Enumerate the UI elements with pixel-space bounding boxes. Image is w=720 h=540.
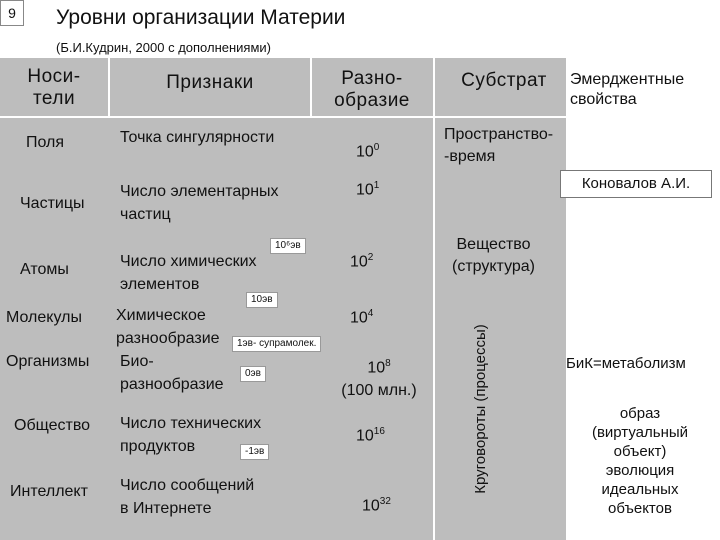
carrier-intellect: Интеллект bbox=[10, 483, 88, 500]
feature-line: разнообразие bbox=[116, 330, 220, 347]
feature-line: продуктов bbox=[120, 438, 196, 455]
carrier-organisms: Организмы bbox=[6, 353, 90, 370]
diversity-base: 10 bbox=[356, 143, 374, 161]
diversity-base: 10 bbox=[367, 359, 386, 377]
emergent-line: (виртуальный bbox=[591, 424, 689, 441]
feature-line: Химическое bbox=[116, 307, 206, 324]
emergent-line: объект) bbox=[613, 443, 667, 460]
feature-messages bbox=[120, 474, 254, 520]
header-emergent bbox=[570, 70, 684, 110]
diversity-exponent: 2 bbox=[367, 252, 374, 263]
feature-chemical bbox=[116, 304, 220, 350]
diversity-exponent: 0 bbox=[373, 142, 380, 153]
header-carriers bbox=[4, 66, 104, 110]
feature-line: Число сообщений bbox=[120, 477, 255, 494]
diversity-base: 10 bbox=[356, 427, 374, 445]
substrate-matter bbox=[452, 234, 535, 278]
energy-badge: 10эв bbox=[246, 292, 278, 308]
diversity-base: 10 bbox=[350, 253, 368, 271]
feature-line: Число химических bbox=[120, 253, 257, 270]
carrier-fields: Поля bbox=[26, 134, 65, 151]
column-divider bbox=[433, 58, 435, 540]
substrate-processes-text: Круговороты (процессы) bbox=[472, 324, 489, 494]
header-substrate: Субстрат bbox=[461, 70, 547, 91]
diversity-value bbox=[356, 136, 379, 163]
energy-badge: 1эв- супрамолек. bbox=[232, 336, 321, 352]
author-label: Коновалов А.И. bbox=[560, 170, 712, 198]
substrate-processes bbox=[396, 324, 566, 494]
feature-line: разнообразие bbox=[120, 376, 224, 393]
header-diversity-line: образие bbox=[334, 90, 410, 111]
feature-bio bbox=[120, 350, 224, 396]
diversity-value bbox=[356, 174, 379, 201]
header-features: Признаки bbox=[166, 72, 254, 93]
diversity-value bbox=[356, 420, 385, 447]
slide-number: 9 bbox=[0, 0, 24, 26]
emergent-line: образ bbox=[619, 405, 661, 422]
slide-subtitle: (Б.И.Кудрин, 2000 с дополнениями) bbox=[56, 40, 271, 55]
emergent-line: идеальных bbox=[601, 481, 679, 498]
carrier-particles: Частицы bbox=[20, 195, 85, 212]
feature-line: элементов bbox=[120, 276, 200, 293]
header-carriers-line: тели bbox=[32, 88, 76, 109]
feature-line: в Интернете bbox=[120, 500, 212, 517]
feature-singularity: Точка сингулярности bbox=[120, 129, 275, 146]
substrate-space-time bbox=[444, 124, 553, 168]
diversity-note: (100 млн.) bbox=[341, 382, 417, 400]
slide-title: Уровни организации Материи bbox=[56, 6, 346, 29]
diversity-base: 10 bbox=[362, 497, 380, 515]
diversity-value bbox=[350, 246, 373, 273]
diversity-value bbox=[362, 490, 391, 517]
energy-badge: -1эв bbox=[240, 444, 269, 460]
carrier-molecules: Молекулы bbox=[6, 309, 82, 326]
feature-line: частиц bbox=[120, 206, 171, 223]
substrate-line: Вещество bbox=[456, 236, 531, 253]
substrate-line: -время bbox=[444, 148, 496, 165]
column-divider bbox=[310, 58, 312, 116]
feature-line: Число элементарных bbox=[120, 183, 279, 200]
emergent-line: эволюция bbox=[605, 462, 675, 479]
header-carriers-line: Носи- bbox=[27, 66, 81, 87]
energy-badge: 10⁶эв bbox=[270, 238, 306, 254]
diversity-value bbox=[340, 352, 418, 402]
diversity-exponent: 32 bbox=[379, 496, 391, 507]
emergent-bio: БиК=метаболизм bbox=[566, 355, 686, 372]
header-emergent-line: Эмерджентные bbox=[570, 71, 685, 88]
feature-elements bbox=[120, 250, 257, 296]
feature-particles bbox=[120, 180, 279, 226]
carrier-society: Общество bbox=[14, 417, 91, 434]
diversity-exponent: 8 bbox=[385, 358, 391, 369]
header-emergent-line: свойства bbox=[570, 91, 637, 108]
emergent-line: объектов bbox=[608, 500, 672, 517]
header-diversity-line: Разно- bbox=[341, 68, 403, 89]
feature-line: Число технических bbox=[120, 415, 262, 432]
column-divider bbox=[108, 58, 110, 116]
diversity-exponent: 4 bbox=[367, 308, 374, 319]
substrate-line: (структура) bbox=[452, 258, 536, 275]
carrier-atoms: Атомы bbox=[20, 261, 69, 278]
diversity-value bbox=[350, 302, 373, 329]
header-divider bbox=[0, 116, 566, 118]
energy-badge: 0эв bbox=[240, 366, 266, 382]
diversity-exponent: 1 bbox=[373, 180, 380, 191]
feature-line: Био- bbox=[120, 353, 154, 370]
diversity-base: 10 bbox=[356, 181, 374, 199]
substrate-line: Пространство- bbox=[444, 126, 554, 143]
emergent-intellect bbox=[572, 404, 708, 518]
diversity-base: 10 bbox=[350, 309, 368, 327]
header-diversity bbox=[316, 68, 428, 112]
diversity-exponent: 16 bbox=[373, 426, 385, 437]
